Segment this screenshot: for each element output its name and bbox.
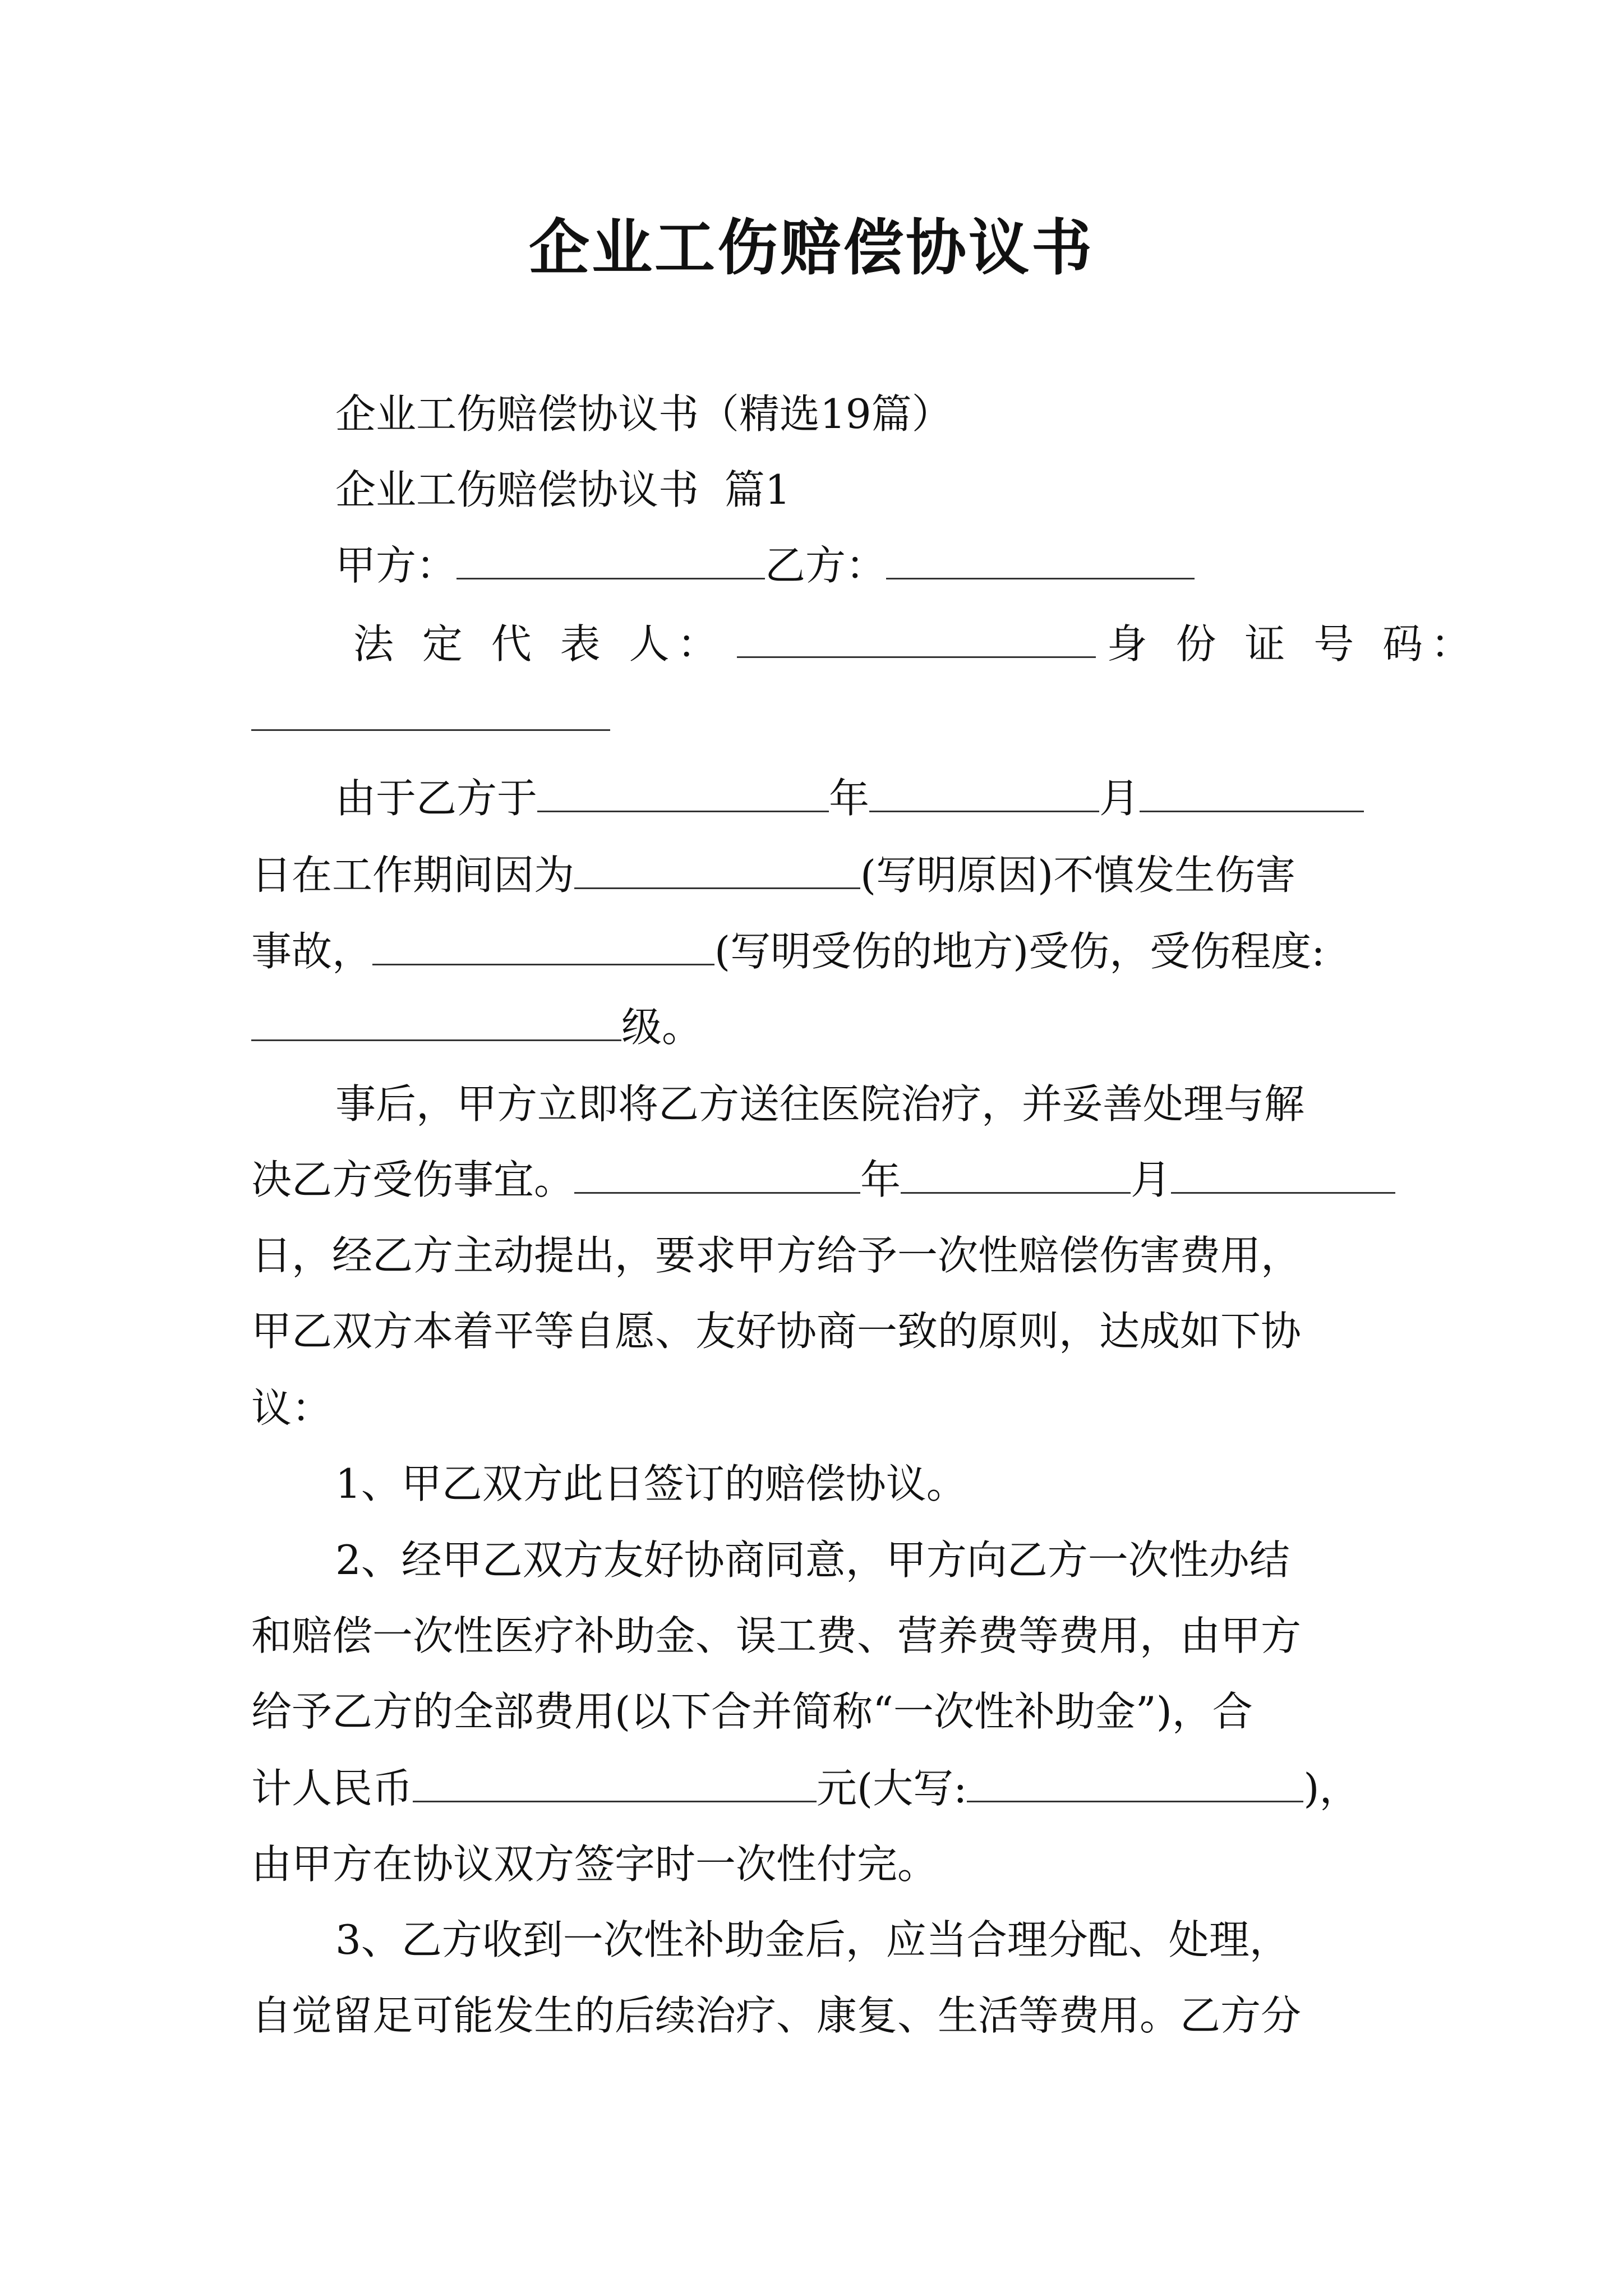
representative-line [353, 617, 1479, 671]
item-2-line-4 [251, 1761, 1384, 1815]
month-blank [869, 771, 1099, 812]
page-title: 企业工伤赔偿协议书 [528, 213, 1094, 283]
item-2-line-5: 由甲方在协议双方签字时一次性付完。 [251, 1841, 938, 1888]
party-b-blank [886, 539, 1195, 579]
item-3-line-1: 3、乙方收到一次性补助金后，应当合理分配、处理， [335, 1916, 1290, 1963]
year-blank [537, 771, 829, 812]
p2-line-4: 甲乙双方本着平等自愿、友好协商一致的原则，达成如下协 [251, 1308, 1302, 1355]
p2-line-3: 日，经乙方主动提出，要求甲方给予一次性赔偿伤害费用， [251, 1232, 1302, 1279]
year-label: 年 [860, 1156, 901, 1203]
p2-line-5: 议： [251, 1384, 333, 1432]
subtitle: 企业工伤赔偿协议书（精选19篇） [335, 390, 952, 438]
representative-blank [737, 617, 1096, 658]
p1-text: (写明原因)不慎发生伤害 [860, 852, 1296, 899]
id-number-blank [251, 729, 610, 731]
p1-text: 日在工作期间因为 [251, 852, 575, 899]
item-text: )， [1303, 1765, 1360, 1812]
p1-line-1 [335, 771, 1384, 825]
amount-blank [413, 1761, 817, 1802]
injury-location-blank [372, 924, 714, 965]
p1-line-4 [251, 1000, 1384, 1054]
party-b-label: 乙方： [765, 542, 887, 589]
reason-blank [574, 848, 860, 889]
party-line [335, 539, 1468, 592]
item-2-line-1: 2、经甲乙双方友好协商同意，甲方向乙方一次性办结 [335, 1536, 1290, 1584]
year-blank [574, 1153, 860, 1194]
year-label: 年 [829, 775, 870, 822]
party-a-blank [457, 539, 765, 579]
section-heading: 企业工伤赔偿协议书 篇1 [335, 466, 791, 513]
p1-text: (写明受伤的地方)受伤，受伤程度: [714, 928, 1325, 975]
item-2-line-2: 和赔偿一次性医疗补助金、误工费、营养费等费用，由甲方 [251, 1612, 1302, 1659]
month-label: 月 [1099, 775, 1140, 822]
p1-line-3 [251, 924, 1384, 978]
p1-text: 事故， [251, 928, 373, 975]
item-3-line-2: 自觉留足可能发生的后续治疗、康复、生活等费用。乙方分 [251, 1992, 1302, 2039]
p1-text: 由于乙方于 [335, 775, 538, 822]
day-blank [1171, 1153, 1395, 1194]
month-blank [901, 1153, 1131, 1194]
p1-text: 级。 [621, 1004, 703, 1051]
item-text: 计人民币 [251, 1765, 413, 1812]
id-number-label: 身 份 证 号 码： [1106, 620, 1479, 668]
item-2-line-3: 给予乙方的全部费用(以下合并简称“一次性补助金”)，合 [251, 1688, 1253, 1735]
p2-line-1: 事后，甲方立即将乙方送往医院治疗，并妥善处理与解 [335, 1080, 1305, 1128]
item-1: 1、甲乙双方此日签订的赔偿协议。 [335, 1460, 967, 1507]
day-blank [1140, 771, 1364, 812]
injury-grade-blank [251, 1000, 621, 1041]
item-text: 元(大写: [817, 1765, 967, 1812]
representative-label: 法 定 代 表 人： [353, 620, 726, 668]
p2-text: 决乙方受伤事宜。 [251, 1156, 575, 1203]
p2-line-2 [251, 1153, 1384, 1207]
month-label: 月 [1131, 1156, 1172, 1203]
party-a-label: 甲方： [335, 542, 457, 589]
p1-line-2 [251, 848, 1384, 902]
amount-words-blank [967, 1761, 1303, 1802]
